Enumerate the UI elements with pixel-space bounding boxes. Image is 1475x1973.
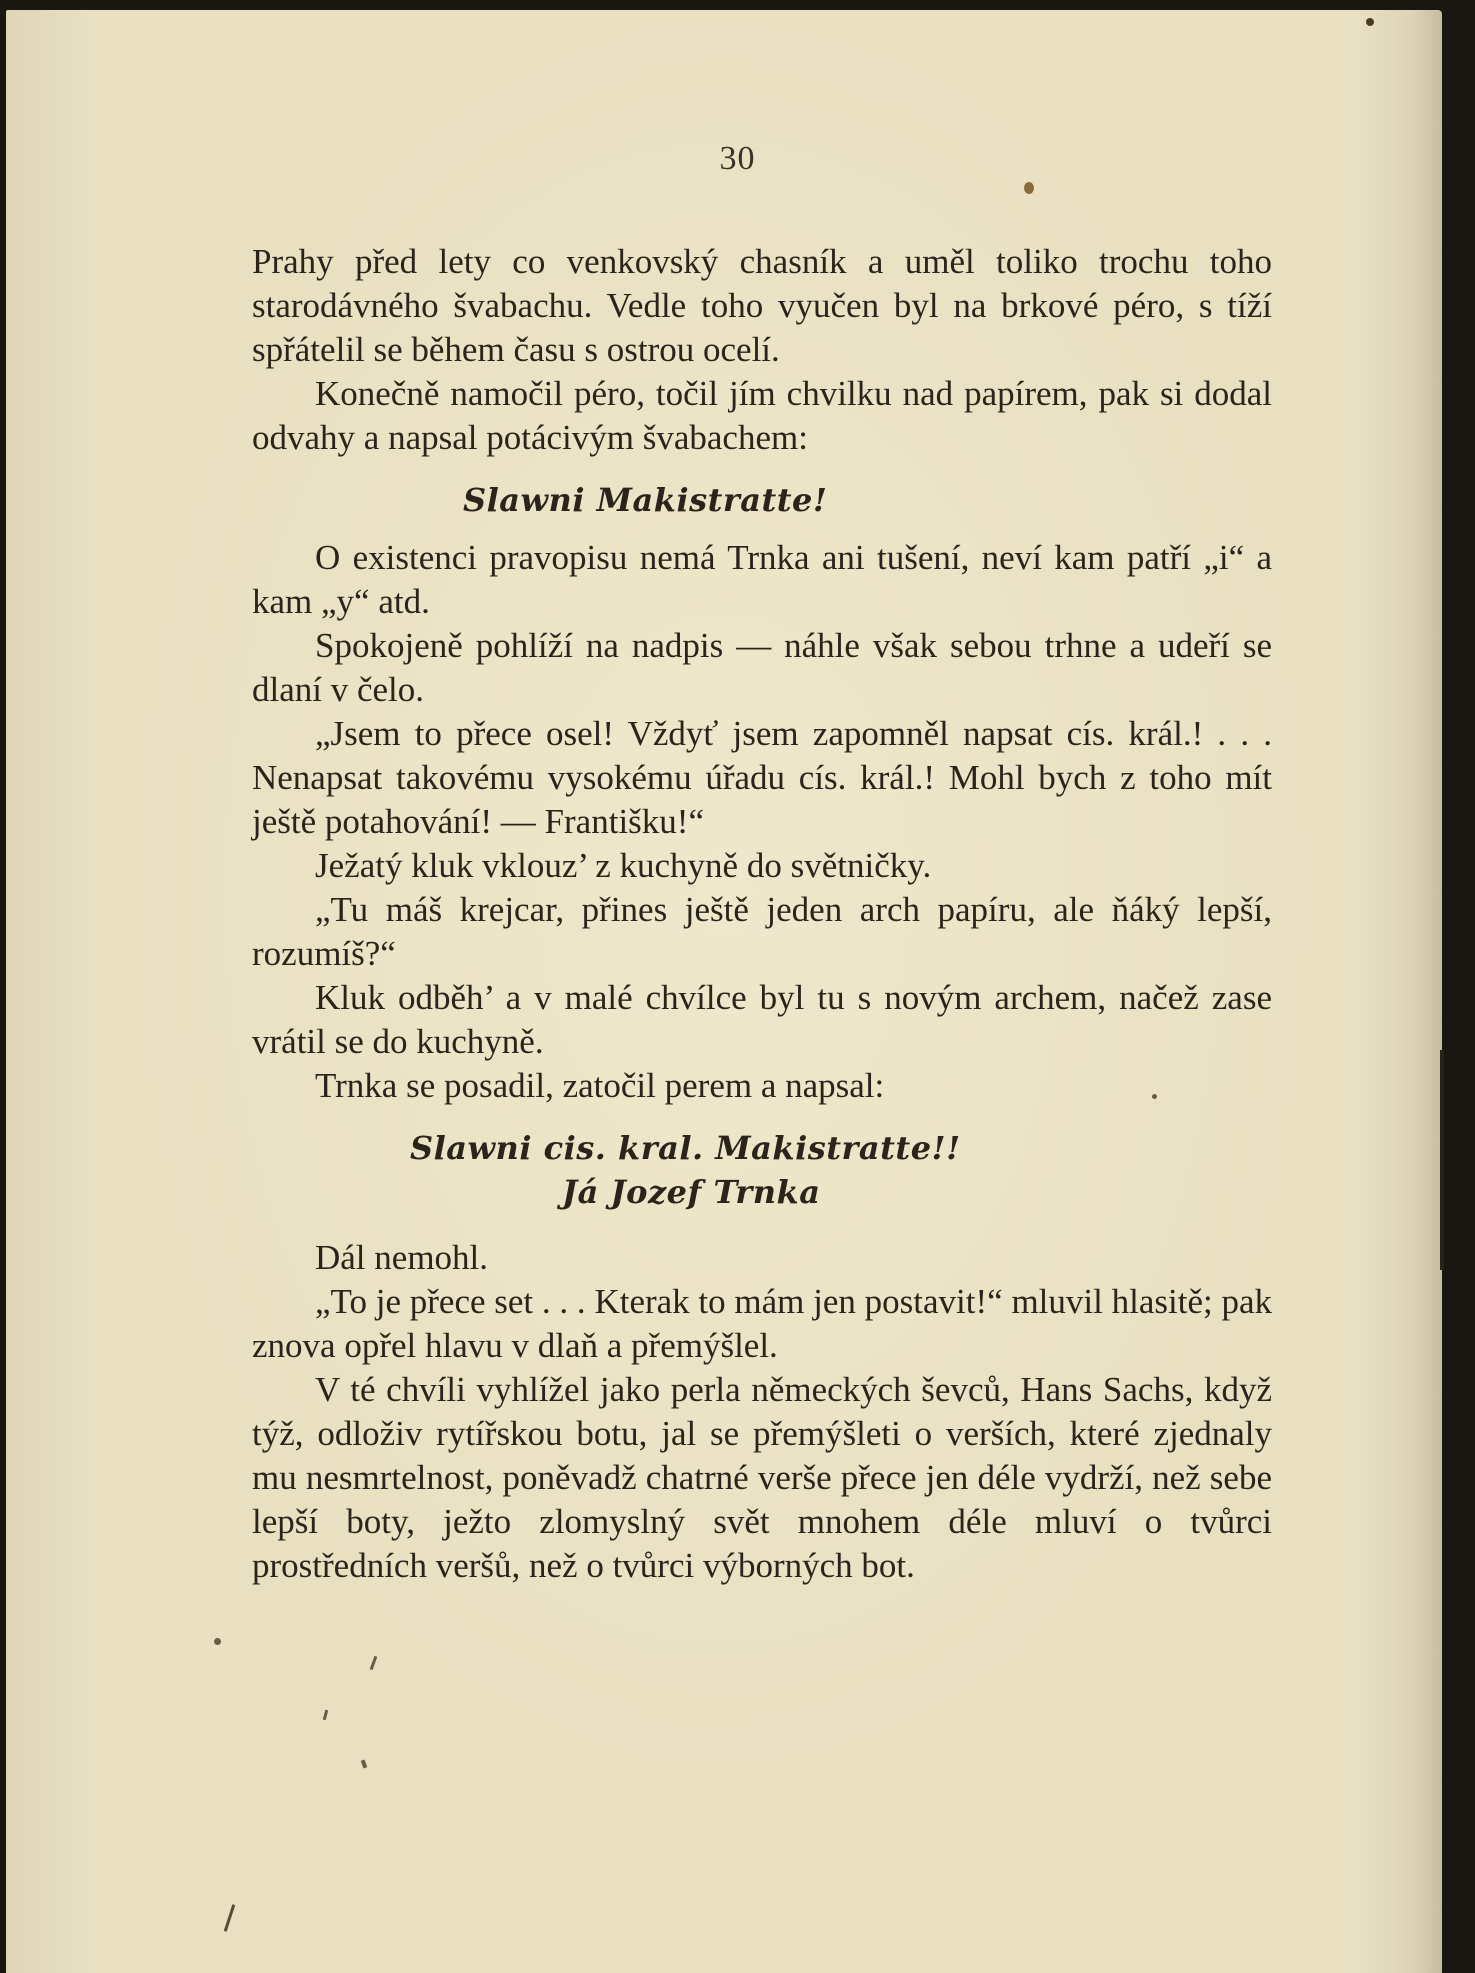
paragraph: O existenci pravopisu nemá Trnka ani tušení, neví kam patří „i“ a kam „y“ atd. [252,538,1272,621]
paragraph: „To je přece set . . . Kterak to mám jen postavit!“ mluvil hlasitě; pak znova opřel hlavu v dlaň a přemýšlel. [252,1282,1272,1365]
body-text [252,240,1272,1588]
ink-speck-mark [1152,1094,1157,1099]
fraktur-signature: Já Jozef Trnka [562,1173,821,1211]
paragraph: Trnka se posadil, zatočil perem a napsal: [315,1066,885,1105]
paragraph: Ježatý kluk vklouz’ z kuchyně do světničky. [315,846,932,885]
paragraph: Dál nemohl. [315,1238,489,1277]
paragraph: „Tu máš krejcar, přines ještě jeden arch papíru, ale ňáký lepší, rozumíš?“ [252,890,1272,973]
paragraph: Kluk odběh’ a v malé chvílce byl tu s novým archem, načež zase vrátil se do kuchyně. [252,978,1272,1061]
paragraph: V té chvíli vyhlížel jako perla německých ševců, Hans Sachs, když týž, odloživ rytířskou botu, jal se přemýšleti o verších, které zjednaly mu nesmrtelnost, poněvadž chatrné verše přece jen déle vydrží, než sebe lepší boty, ježto zlomyslný svět mnohem déle mluví o tvůrci prostředních veršů, než o tvůrci výborných bot. [252,1370,1272,1585]
fraktur-heading-first: Slawni Makistratte! [463,481,828,519]
paragraph: Konečně namočil péro, točil jím chvilku nad papírem, pak si dodal odvahy a napsal potácivým švabachem: [252,374,1272,457]
paragraph: Spokojeně pohlíží na nadpis — náhle však sebou trhne a udeří se dlaní v čelo. [252,626,1272,709]
ink-speck-mark [1024,182,1034,194]
paragraph: Prahy před lety co venkovský chasník a uměl toliko trochu toho starodávného švabachu. Vedle toho vyučen byl na brkové péro, s tíží spřátelil se během času s ostrou ocelí. [252,242,1272,369]
fraktur-heading-second: Slawni cis. kral. Makistratte!! [410,1129,961,1167]
binding-edge-mark [1440,1050,1444,1270]
paragraph: „Jsem to přece osel! Vždyť jsem zapomněl napsat cís. král.! . . . Nenapsat takovému vysokému úřadu cís. král.! Mohl bych z toho mít ještě potahování! — Františku!“ [252,714,1272,841]
ink-speck-mark [214,1638,221,1645]
page-number: 30 [719,140,756,177]
page-edge-shadow [1412,10,1442,1973]
ink-speck-mark [1366,18,1374,26]
